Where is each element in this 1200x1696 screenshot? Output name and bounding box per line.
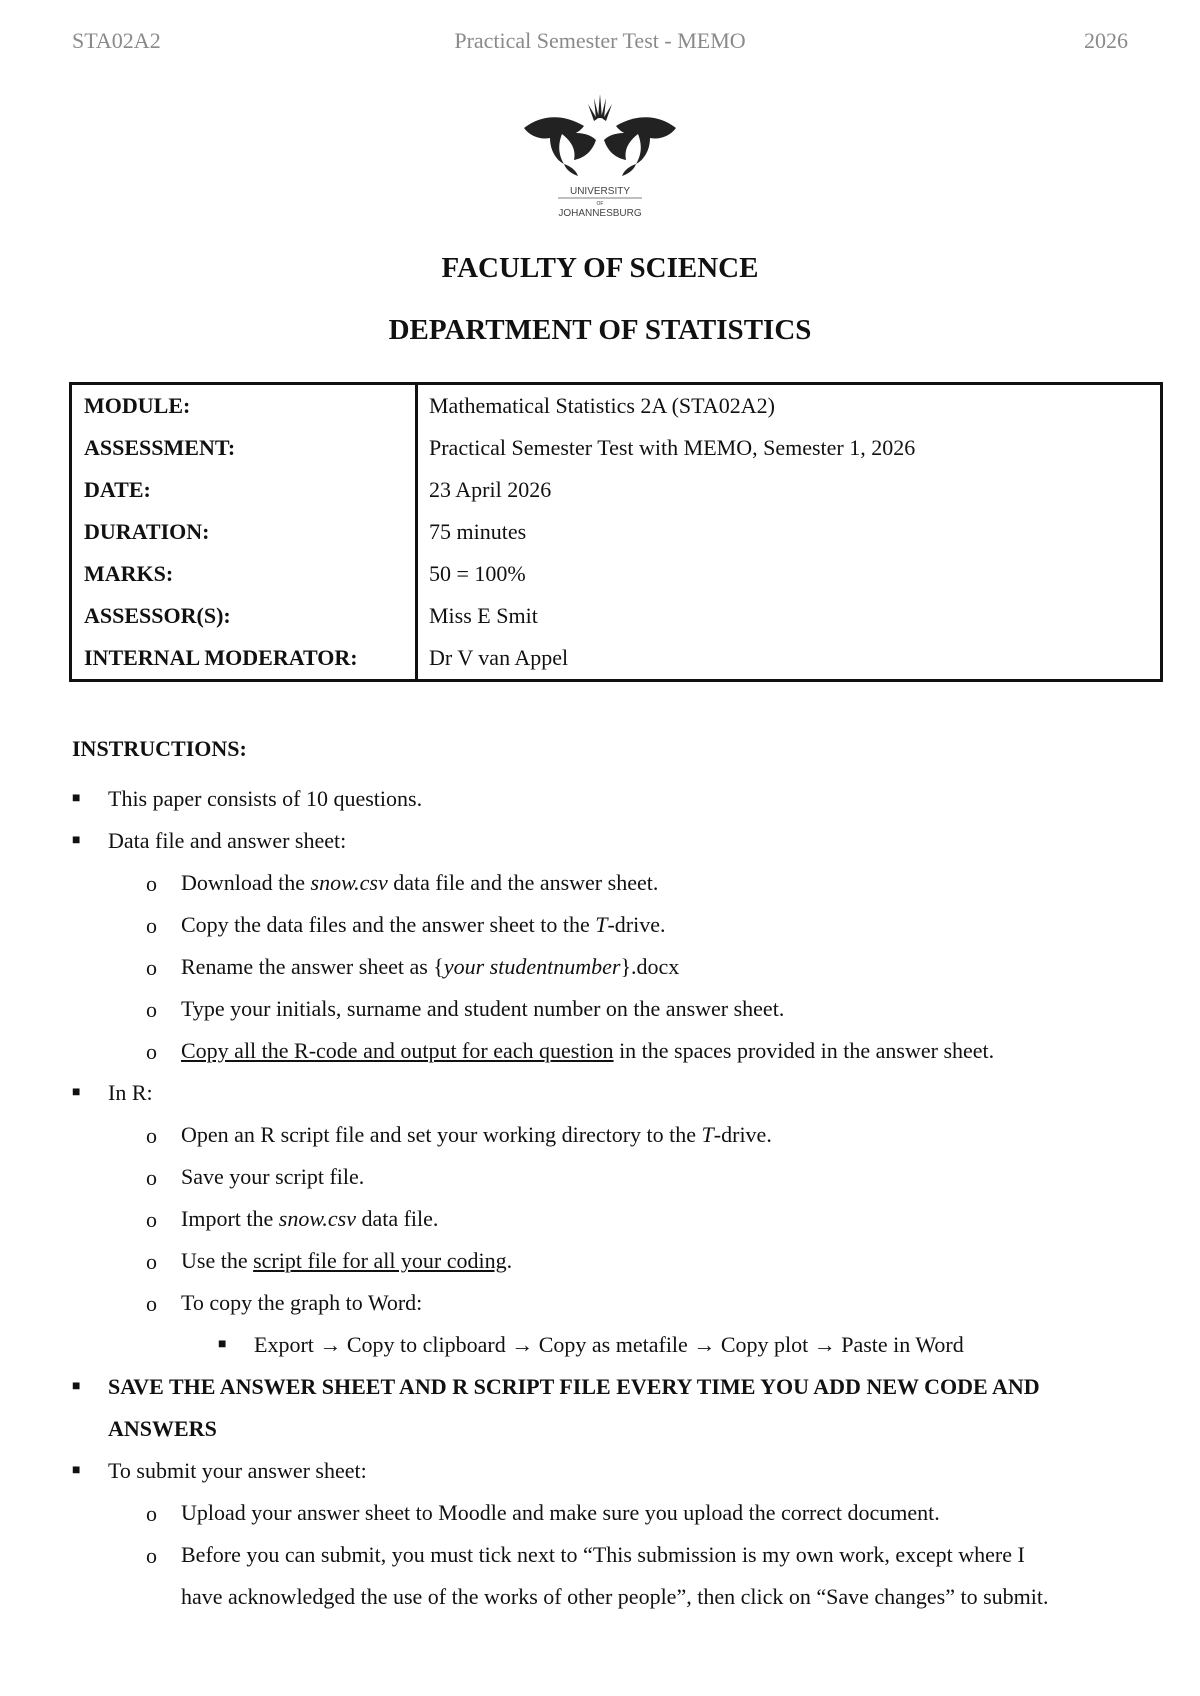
- logo-text-line2: OF: [596, 201, 604, 207]
- date-label: DATE:: [84, 477, 151, 502]
- header-document-title: Practical Semester Test - MEMO: [454, 28, 746, 53]
- list-item: [0, 1198, 1200, 1240]
- instruction-upload-moodle: Upload your answer sheet to Moodle and make sure you upload the correct document.: [181, 1500, 940, 1525]
- marks-label: MARKS:: [84, 561, 174, 586]
- assessment-info-table: [69, 382, 1163, 682]
- list-item: [0, 1282, 1200, 1324]
- instruction-in-r: In R:: [108, 1080, 153, 1105]
- info-label-column: [72, 385, 418, 679]
- list-item: [0, 1492, 1200, 1534]
- module-value: Mathematical Statistics 2A (STA02A2): [429, 393, 775, 418]
- instruction-download: Download the snow.csv data file and the answer sheet.: [181, 870, 659, 895]
- list-item-continuation: [0, 1576, 1200, 1618]
- square-bullet-icon: ■: [72, 1085, 81, 1100]
- instruction-open-script: Open an R script file and set your working directory to the T-drive.: [181, 1122, 772, 1147]
- instructions-heading: INSTRUCTIONS:: [72, 736, 247, 761]
- list-item: [0, 778, 1200, 820]
- instructions-list: [0, 778, 1200, 1618]
- circle-bullet-icon: o: [146, 1249, 157, 1274]
- circle-bullet-icon: o: [146, 1501, 157, 1526]
- circle-bullet-icon: o: [146, 1039, 157, 1064]
- instruction-save-warning-line1: SAVE THE ANSWER SHEET AND R SCRIPT FILE EVERY TIME YOU ADD NEW CODE AND: [108, 1374, 1040, 1399]
- list-item: [0, 820, 1200, 862]
- instruction-rename: Rename the answer sheet as {your studentnumber}.docx: [181, 954, 680, 979]
- circle-bullet-icon: o: [146, 913, 157, 938]
- instruction-import-data: Import the snow.csv data file.: [181, 1206, 439, 1231]
- list-item: [0, 1366, 1200, 1408]
- date-value: 23 April 2026: [429, 477, 552, 502]
- instruction-submit: To submit your answer sheet:: [108, 1458, 367, 1483]
- list-item: [0, 1324, 1200, 1366]
- header-module-code: STA02A2: [72, 28, 161, 53]
- square-bullet-icon: ■: [72, 833, 81, 848]
- circle-bullet-icon: o: [146, 1207, 157, 1232]
- university-logo: [518, 88, 682, 228]
- instruction-save-script: Save your script file.: [181, 1164, 365, 1189]
- instruction-copy-files: Copy the data files and the answer sheet to the T-drive.: [181, 912, 666, 937]
- instruction-paper-questions: This paper consists of 10 questions.: [108, 786, 423, 811]
- square-bullet-icon: ■: [72, 791, 81, 806]
- list-item: [0, 1450, 1200, 1492]
- list-item: [0, 1156, 1200, 1198]
- circle-bullet-icon: o: [146, 1123, 157, 1148]
- instruction-tick-declaration-line2: have acknowledged the use of the works of other people”, then click on “Save changes” to submit.: [181, 1584, 1049, 1609]
- square-bullet-icon: ■: [72, 1379, 81, 1394]
- header-year: 2026: [1084, 28, 1128, 53]
- list-item: [0, 946, 1200, 988]
- assessor-label: ASSESSOR(S):: [84, 603, 231, 628]
- assessor-value: Miss E Smit: [429, 603, 538, 628]
- circle-bullet-icon: o: [146, 1165, 157, 1190]
- list-item: [0, 904, 1200, 946]
- square-bullet-icon: ■: [218, 1337, 227, 1352]
- circle-bullet-icon: o: [146, 871, 157, 896]
- instruction-use-script: Use the script file for all your coding.: [181, 1248, 513, 1273]
- duration-value: 75 minutes: [429, 519, 527, 544]
- circle-bullet-icon: o: [146, 997, 157, 1022]
- module-label: MODULE:: [84, 393, 191, 418]
- instruction-save-warning-line2: ANSWERS: [108, 1416, 217, 1441]
- list-item: [0, 862, 1200, 904]
- list-item: [0, 1114, 1200, 1156]
- info-value-column: [418, 385, 1160, 679]
- faculty-title: FACULTY OF SCIENCE: [441, 252, 759, 284]
- instruction-copy-graph: To copy the graph to Word:: [181, 1290, 423, 1315]
- instruction-type-details: Type your initials, surname and student number on the answer sheet.: [181, 996, 785, 1021]
- list-item: [0, 1534, 1200, 1576]
- list-item-continuation: [0, 1408, 1200, 1450]
- logo-text-line1: UNIVERSITY: [569, 186, 631, 197]
- circle-bullet-icon: o: [146, 1543, 157, 1568]
- list-item: [0, 988, 1200, 1030]
- instruction-tick-declaration-line1: Before you can submit, you must tick next to “This submission is my own work, except where I: [181, 1542, 1025, 1567]
- marks-value: 50 = 100%: [429, 561, 526, 586]
- list-item: [0, 1030, 1200, 1072]
- duration-label: DURATION:: [84, 519, 210, 544]
- circle-bullet-icon: o: [146, 955, 157, 980]
- instruction-data-file: Data file and answer sheet:: [108, 828, 347, 853]
- circle-bullet-icon: o: [146, 1291, 157, 1316]
- assessment-value: Practical Semester Test with MEMO, Semester 1, 2026: [429, 435, 916, 460]
- moderator-label: INTERNAL MODERATOR:: [84, 645, 358, 670]
- assessment-label: ASSESSMENT:: [84, 435, 236, 460]
- instruction-export-steps: Export → Copy to clipboard → Copy as metafile → Copy plot → Paste in Word: [254, 1332, 964, 1357]
- list-item: [0, 1240, 1200, 1282]
- square-bullet-icon: ■: [72, 1463, 81, 1478]
- moderator-value: Dr V van Appel: [429, 645, 569, 670]
- list-item: [0, 1072, 1200, 1114]
- department-title: DEPARTMENT OF STATISTICS: [388, 314, 812, 346]
- instruction-copy-code: Copy all the R-code and output for each question in the spaces provided in the answer sheet.: [181, 1038, 995, 1063]
- logo-text-line3: JOHANNESBURG: [558, 208, 642, 219]
